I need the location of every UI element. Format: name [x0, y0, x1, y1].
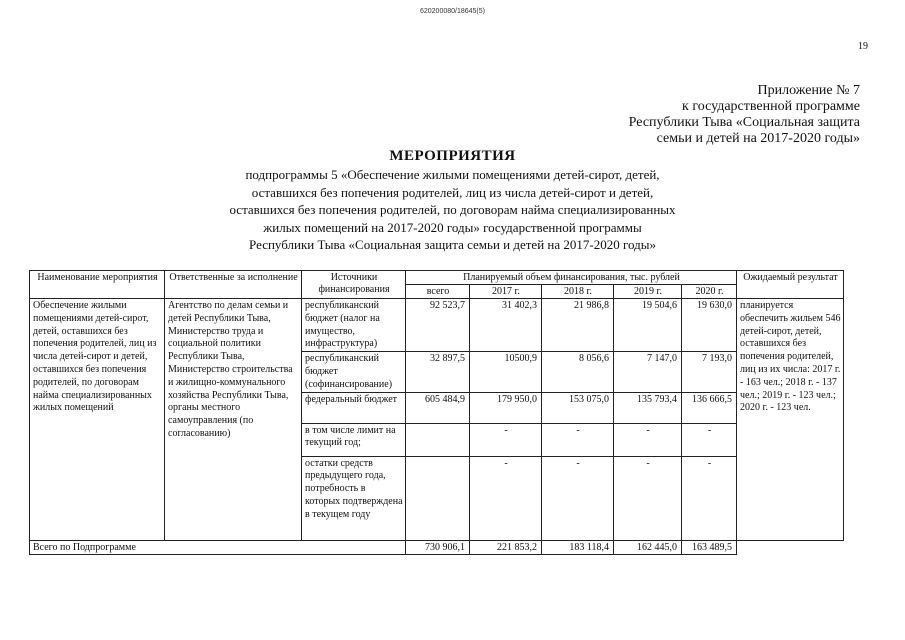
value-2019: 135 793,4 [614, 392, 682, 423]
table-row [30, 299, 844, 352]
appendix-line-3: Республики Тыва «Социальная защита [628, 115, 860, 130]
source-cell: в том числе лимит на текущий год; [302, 423, 406, 456]
header-planned: Планируемый объем финансирования, тыс. рублей [406, 271, 737, 285]
source-cell: федеральный бюджет [302, 392, 406, 423]
document-subtitle [0, 166, 905, 254]
subtitle-line-1: подпрограммы 5 «Обеспечение жилыми помещениями детей-сирот, детей, [245, 167, 660, 182]
value-total [406, 423, 470, 456]
header-total: всего [406, 285, 470, 299]
header-sources: Источники финансирования [302, 271, 406, 299]
subtitle-line-3: оставшихся без попечения родителей, по договорам найма специализированных [229, 202, 676, 217]
appendix-line-4: семьи и детей на 2017-2020 годы» [656, 131, 860, 146]
total-sum: 730 906,1 [406, 540, 470, 555]
subtitle-line-4: жилых помещений на 2017-2020 годы» государственной программы [263, 219, 642, 235]
header-result: Ожидаемый результат [737, 271, 844, 299]
document-id: 620200080/18645(5) [419, 8, 485, 15]
activity-name: Обеспечение жилыми помещениями детей-сирот, детей, оставшихся без попечения родителей, лиц из числа детей-сирот и детей, оставшихся без попечения родителей, по договорам найма специализированных жилых помещений [30, 299, 165, 541]
value-2019: - [614, 423, 682, 456]
header-responsible: Ответственные за исполнение [165, 271, 302, 299]
value-total [406, 456, 470, 540]
value-2018: 21 986,8 [542, 299, 614, 352]
header-name: Наименование мероприятия [30, 271, 165, 299]
value-total: 92 523,7 [406, 299, 470, 352]
value-2020: 136 666,5 [682, 392, 737, 423]
document-title: МЕРОПРИЯТИЯ [389, 148, 516, 164]
value-2019: - [614, 456, 682, 540]
value-total: 605 484,9 [406, 392, 470, 423]
header-2019: 2019 г. [614, 285, 682, 299]
value-2019: 19 504,6 [614, 299, 682, 352]
source-cell: остатки средств предыдущего года, потребность в которых подтверждена в текущем году [302, 456, 406, 540]
value-total: 32 897,5 [406, 352, 470, 392]
subtitle-line-2: оставшихся без попечения родителей, лиц из числа детей-сирот и детей, [251, 184, 654, 200]
empty-cell [737, 540, 844, 555]
value-2017: 31 402,3 [470, 299, 542, 352]
page-number: 19 [858, 41, 868, 52]
financing-table [29, 270, 844, 555]
source-cell: республиканский бюджет (налог на имущество, инфраструктура) [302, 299, 406, 352]
header-2020: 2020 г. [682, 285, 737, 299]
table-header-row [30, 271, 844, 285]
total-2017: 221 853,2 [470, 540, 542, 555]
value-2018: 8 056,6 [542, 352, 614, 392]
total-2018: 183 118,4 [542, 540, 614, 555]
appendix-header [629, 83, 860, 147]
value-2017: - [470, 423, 542, 456]
source-cell: республиканский бюджет (софинансирование) [302, 352, 406, 392]
value-2020: 19 630,0 [682, 299, 737, 352]
total-label: Всего по Подпрограмме [30, 540, 406, 555]
total-2019: 162 445,0 [614, 540, 682, 555]
value-2017: 10500,9 [470, 352, 542, 392]
appendix-line-2: к государственной программе [682, 99, 860, 114]
expected-result: планируется обеспечить жильем 546 детей-сирот, детей, оставшихся без попечения родителей, лиц из их числа: 2017 г. - 163 чел.; 2018 г. - 137 чел.; 2019 г. - 123 чел.; 2020 г. - 123 чел. [737, 299, 844, 541]
value-2020: - [682, 456, 737, 540]
appendix-line-1: Приложение № 7 [757, 83, 860, 98]
responsible-parties: Агентство по делам семьи и детей Республики Тыва, Министерство труда и социальной политики Республики Тыва, Министерство строительства и жилищно-коммунального хозяйства Республики Тыва, органы местного самоуправления (по согласованию) [165, 299, 302, 541]
value-2019: 7 147,0 [614, 352, 682, 392]
total-row [30, 540, 844, 555]
value-2017: 179 950,0 [470, 392, 542, 423]
header-2018: 2018 г. [542, 285, 614, 299]
value-2017: - [470, 456, 542, 540]
value-2020: 7 193,0 [682, 352, 737, 392]
value-2018: 153 075,0 [542, 392, 614, 423]
subtitle-line-5: Республики Тыва «Социальная защита семьи и детей на 2017-2020 годы» [249, 237, 656, 252]
value-2018: - [542, 423, 614, 456]
value-2020: - [682, 423, 737, 456]
total-2020: 163 489,5 [682, 540, 737, 555]
value-2018: - [542, 456, 614, 540]
header-2017: 2017 г. [470, 285, 542, 299]
